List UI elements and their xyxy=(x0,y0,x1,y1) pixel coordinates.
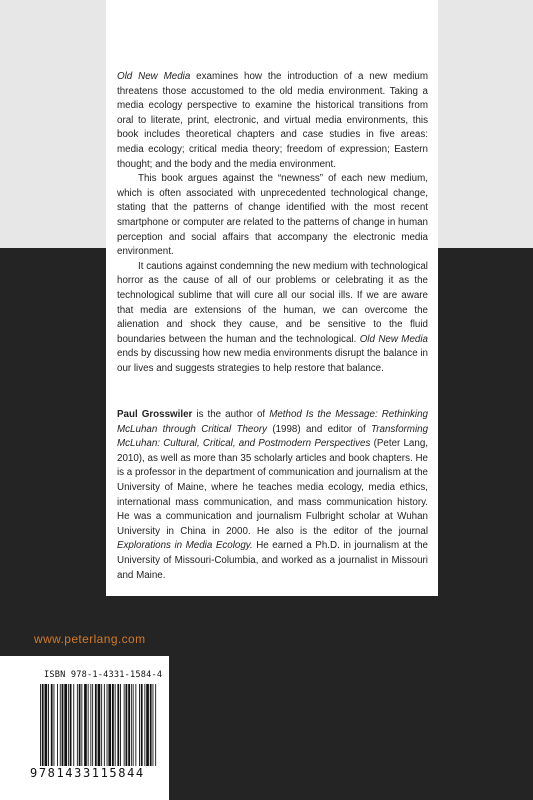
paragraph-text: examines how the introduction of a new medium threatens those accustomed to the old media environment. Taking a media ecology perspective to examine the historical transitions from oral to literate, print, electronic, and virtual media environments, this book includes theoretical chapters and case studies in five areas: media ecology; critical media theory; freedom of expression; Eastern thought; and the body and the media environment. xyxy=(117,71,428,170)
bio-text: (Peter Lang, 2010), as well as more than 35 scholarly articles and book chapters. He is a professor in the department of communication and journalism at the University of Maine, where he teaches media ecology, media ethics, international mass communication, and mass communication history. He was a communication and journalism Fulbright scholar at Wuhan University in China in 2000. He also is the editor of the journal xyxy=(117,438,428,537)
bio-paragraph xyxy=(117,408,428,583)
bio-text: (1998) and editor of xyxy=(266,423,372,435)
barcode-icon xyxy=(40,684,158,766)
description-paragraph-3 xyxy=(117,260,428,377)
isbn-label: ISBN 978-1-4331-1584-4 xyxy=(44,670,163,680)
journal-title: Explorations in Media Ecology. xyxy=(117,540,253,552)
description-paragraph-1 xyxy=(117,70,428,172)
book-title: Transforming McLuhan: Cultural, Critical, and Postmodern Perspectives xyxy=(117,423,429,450)
book-title: Old New Media xyxy=(359,333,428,345)
bio-text: He earned a Ph.D. in journalism at the University of Missouri-Columbia, and worked as a journalist in Missouri and Maine. xyxy=(117,540,428,581)
description-paragraph-2 xyxy=(117,172,428,260)
author-name: Paul Grosswiler xyxy=(117,409,193,420)
author-bio xyxy=(117,408,428,583)
book-title: Old New Media xyxy=(117,71,191,82)
paragraph-text: It cautions against condemning the new medium with technological horror as the cause of all of our problems or celebrating it as the technological sublime that will cure all our social ills. If we are aware that media are extensions of the human, we can overcome the alienation and shock they cause, and be sensitive to the fluid boundaries between the human and the technological. xyxy=(117,260,428,345)
book-title: Method Is the Message: Rethinking McLuhan through Critical Theory xyxy=(117,409,428,435)
book-description xyxy=(117,70,428,376)
barcode-digits: 9781433115844 xyxy=(30,766,145,780)
paragraph-text: ends by discussing how new media environments disrupt the balance in our lives and suggests strategies to help restore that balance. xyxy=(117,348,428,374)
publisher-website[interactable]: www.peterlang.com xyxy=(34,632,146,646)
paragraph-text: This book argues against the “newness” of each new medium, which is often associated with unprecedented technological change, stating that the patterns of change identified with the most recent smartphone or computer are related to the patterns of change in human perception and social affairs that accompany the electronic media environment. xyxy=(117,173,428,258)
bio-text: is the author of xyxy=(192,409,270,420)
